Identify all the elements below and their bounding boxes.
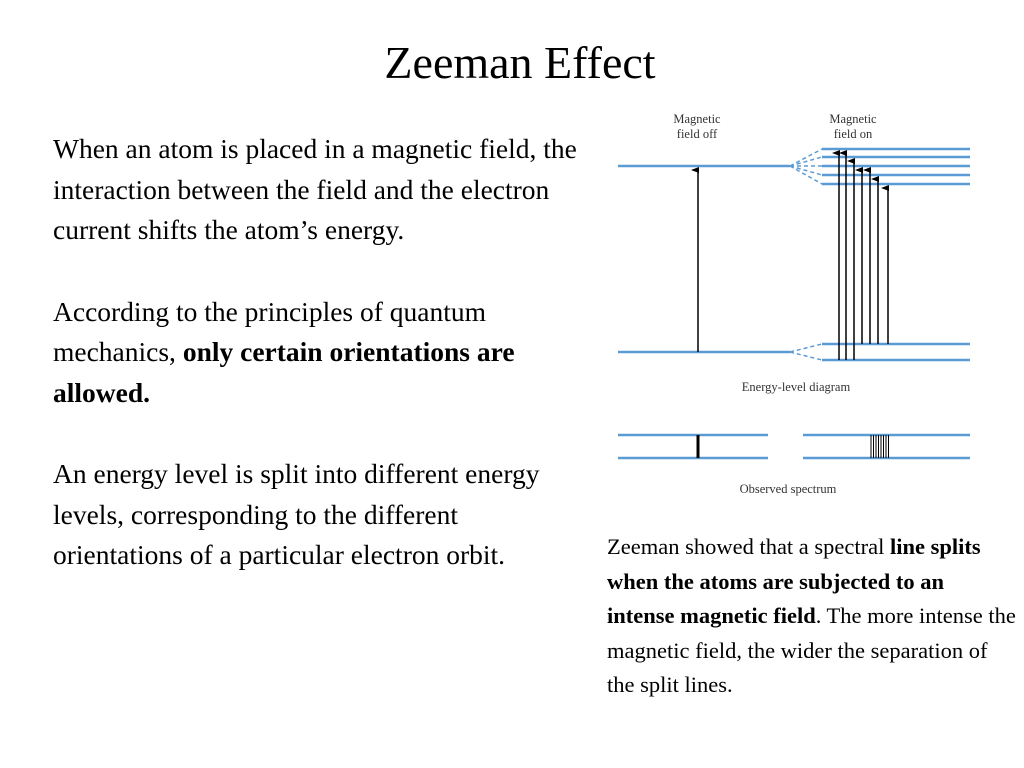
upper-split-fan [790, 149, 822, 184]
paragraph-energy-split: An energy level is split into different energy levels, corresponding to the different orientations of a particular electron orbit. [53, 458, 540, 570]
lower-split-fan [790, 344, 822, 360]
label-field-off-line1: Magnetic [673, 112, 721, 126]
left-text-block [53, 129, 583, 617]
caption-emphasis: line splits when the atoms are subjected to an intense magnetic field [607, 534, 981, 628]
label-field-off-line2: field off [676, 127, 718, 141]
caption-text-end: . The more intense the magnetic field, the wider the separation of the split lines. [607, 603, 1016, 697]
zeeman-caption [607, 530, 1017, 703]
paragraph-quantum-emphasis: only certain orientations are allowed. [53, 336, 515, 408]
zeeman-diagram [610, 105, 980, 505]
lower-split-levels [822, 344, 970, 360]
spectral-lines-split [871, 435, 889, 458]
spectrum-field-off [618, 435, 768, 458]
paragraph-field-interaction: When an atom is placed in a magnetic field, the interaction between the field and the electron current shifts the atom’s energy. [53, 133, 577, 245]
paragraph-quantum-orientations [53, 292, 583, 414]
spectrum-field-on [803, 435, 970, 458]
energy-level-diagram-caption: Energy-level diagram [741, 380, 851, 394]
caption-text-start: Zeeman showed that a spectral [607, 534, 891, 559]
slide-title: Zeeman Effect [384, 37, 656, 88]
paragraph-quantum-text: According to the principles of quantum mechanics, [53, 295, 487, 367]
label-field-on-line1: Magnetic [829, 112, 877, 126]
label-field-on-line2: field on [833, 127, 873, 141]
upper-split-levels [822, 149, 970, 184]
observed-spectrum-caption: Observed spectrum [739, 482, 837, 496]
